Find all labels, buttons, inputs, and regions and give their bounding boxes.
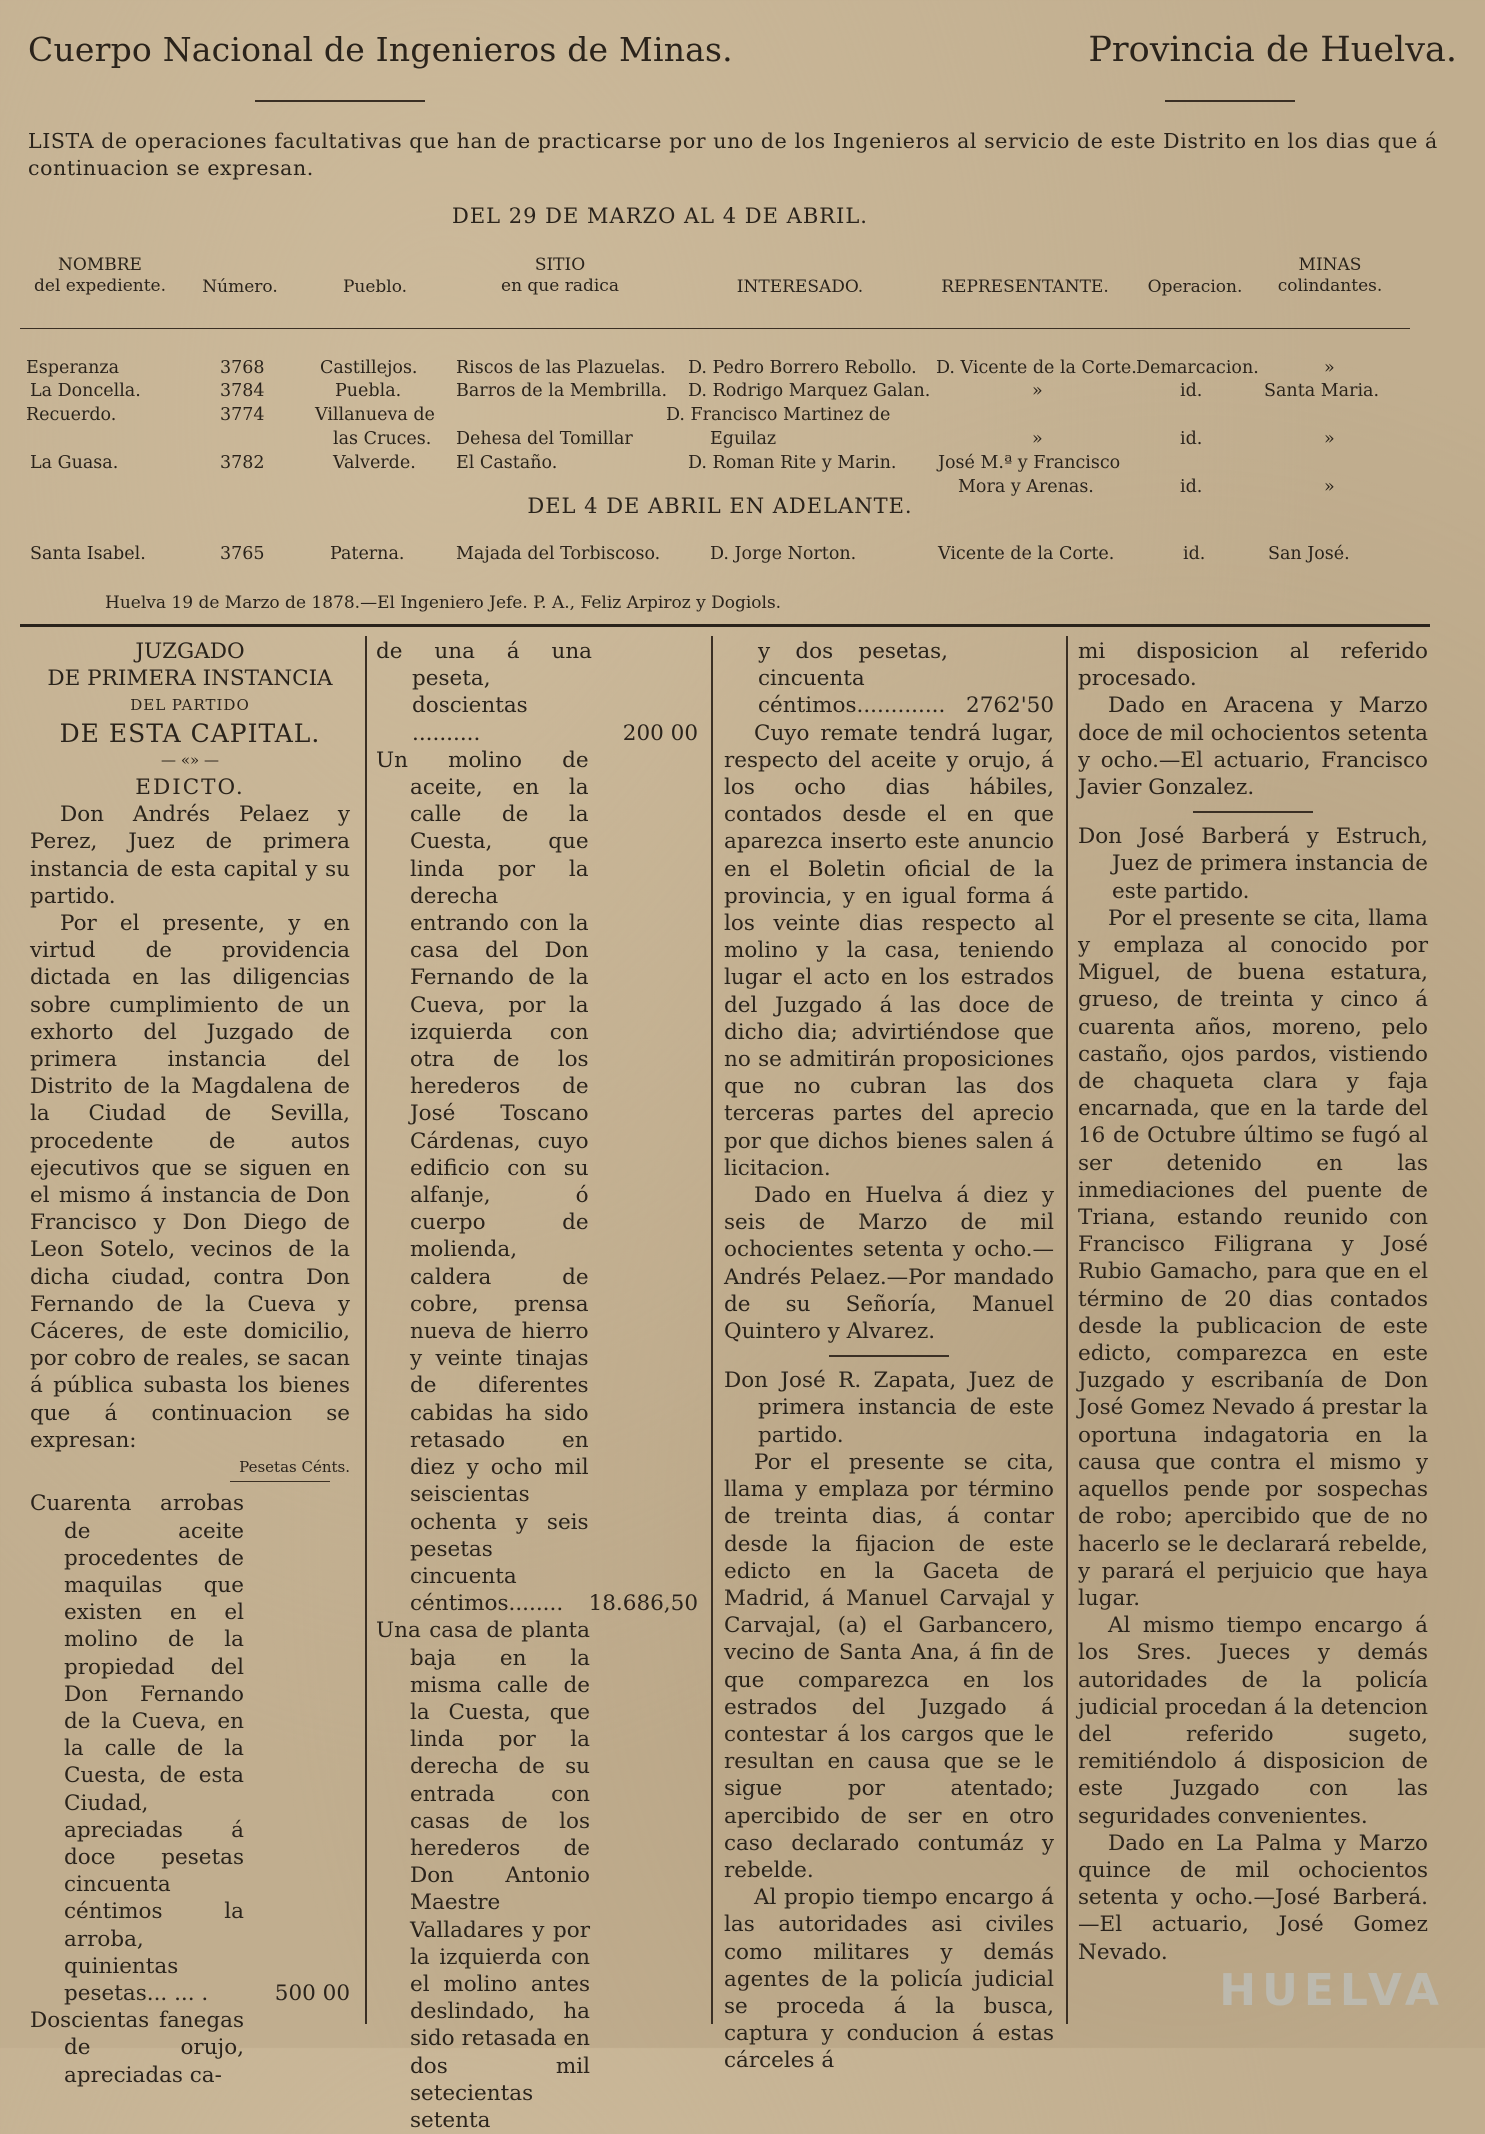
notice-judge-2: Don José Barberá y Estruch, Juez de primera instancia de este partido.: [1078, 824, 1428, 904]
footer-signature-line: Huelva 19 de Marzo de 1878.—El Ingeniero Jefe. P. A., Feliz Arpiroz y Dogiols.: [105, 593, 782, 613]
auction-item-cont: de una á una peseta, doscientas .......... 200 00: [376, 639, 698, 746]
court-heading-3: DEL PARTIDO: [130, 696, 250, 715]
auction-item-cont: y dos pesetas, cincuenta céntimos............. 2762'50: [758, 639, 1054, 719]
auction-signature: Dado en Huelva á diez y seis de Marzo de mil ochocientes setenta y ocho.—Andrés Pelaez.—Por mandado de su Señoría, Manuel Quintero y Alvarez.: [724, 1183, 1054, 1345]
watermark-logo: HUELVA: [1219, 1965, 1445, 2016]
notice-continuation: mi disposicion al referido procesado.: [1078, 639, 1428, 692]
column-divider-3: [1066, 636, 1068, 2024]
auction-item: Cuarenta arrobas de aceite procedentes de maquilas que existen en el molino de la propiedad del Don Fernando de la Cueva, en la calle de la Cuesta, de esta Ciudad, apreciadas á doce pesetas cincuenta céntimos la arroba, quinientas pesetas... ... . 500 00: [30, 1491, 350, 2006]
column-4: [1078, 638, 1428, 1966]
edict-title: EDICTO.: [135, 775, 245, 801]
notice-body-2: Al propio tiempo encargo á las autoridades asi civiles como militares y demás agentes de la policía judicial se proceda á la busca, captura y conducion á estas cárceles á: [724, 1885, 1054, 2074]
notice-separator: [1193, 811, 1313, 813]
notice-signature: Dado en Aracena y Marzo doce de mil ochocientos setenta y ocho.—El actuario, Francisco Javier Gonzalez.: [1078, 693, 1428, 801]
th-nombre: NOMBRE del expediente.: [34, 255, 166, 296]
auction-item: Una casa de planta baja en la misma calle de la Cuesta, que linda por la derecha de su entrada con casas de los herederos de Don Antonio Maestre Valladares y por la izquierda con el molino antes deslindado, ha sido retasada en dos mil setecientas setenta: [376, 1618, 590, 2133]
court-heading-2: DE PRIMERA INSTANCIA: [47, 666, 333, 692]
th-minas: MINAS colindantes.: [1277, 255, 1383, 296]
edict-judge: Don Andrés Pelaez y Perez, Juez de primera instancia de esta capital y su partido.: [30, 802, 350, 909]
ornament-right: [1165, 100, 1295, 102]
intro-paragraph: LISTA de operaciones facultativas que han de practicarse por uno de los Ingenieros al servicio de este Distrito en los dias que á continuacion se expresan.: [28, 129, 1438, 180]
auction-item: Doscientas fanegas de orujo, apreciadas ca-: [30, 2008, 244, 2088]
section-rule: [20, 624, 1430, 627]
notice-body-3: Por el presente se cita, llama y emplaza al conocido por Miguel, de buena estatura, grueso, de treinta y cinco á cuarenta años, moreno, pelo castaño, ojos pardos, vistiendo de chaqueta clara y faja encarnada, que en la tarde del 16 de Octubre último se fugó al ser detenido en las inmediaciones del puente de Triana, estando reunido con Francisco Filigrana y José Rubio Gamacho, para que en el término de 20 dias contados desde la publicacion de este edicto, comparezca en este Juzgado y escribanía de Don José Gomez Nevado á prestar la oportuna indagatoria en la causa que contra el mismo y aquellos pende por sospechas de robo; apercibido que de no hacerlo se le declarará rebelde, y parará el perjuicio que haya lugar.: [1078, 905, 1428, 1611]
court-heading-4: DE ESTA CAPITAL.: [59, 718, 321, 748]
court-ornament: — «» —: [161, 750, 219, 769]
th-pueblo: Pueblo.: [342, 277, 408, 297]
auction-item: Un molino de aceite, en la calle de la Cuesta, que linda por la derecha entrando con la casa del Don Fernando de la Cueva, por la izquierda con otra de los herederos de José Toscano Cárdenas, cuyo edificio con su alfanje, ó cuerpo de molienda, caldera de cobre, prensa nueva de hierro y veinte tinajas de diferentes cabidas ha sido retasado en diez y ocho mil seiscientas ochenta y seis pesetas cincuenta céntimos........ 18.686,50: [376, 747, 698, 1617]
edict-body: Por el presente, y en virtud de providencia dictada en las diligencias sobre cumplimiento de un exhorto del Juzgado de primera instancia del Distrito de la Magdalena de la Ciudad de Sevilla, procedente de autos ejecutivos que se siguen en el mismo á instancia de Don Francisco y Don Diego de Leon Sotelo, vecinos de la dicha ciudad, contra Don Fernando de la Cueva y Cáceres, de este domicilio, por cobro de reales, se sacan á pública subasta los bienes que á continuacion se expresan:: [30, 911, 350, 1453]
notice-separator: [829, 1355, 949, 1357]
column-2: [376, 638, 698, 2134]
table-header-rule: [20, 328, 1410, 329]
court-heading-1: JUZGADO: [135, 639, 245, 664]
notice-body: Por el presente se cita, llama y emplaza por término de treinta dias, á contar desde la fijacion de este edicto en la Gaceta de Madrid, á Manuel Carvajal y Carvajal, (a) el Garbancero, vecino de Santa Ana, á fin de que comparezca en los estrados del Juzgado á contestar á los cargos que le resultan en causa que se le sigue por atentado; apercibido de ser en otro caso declarado contumáz y rebelde.: [724, 1449, 1054, 1883]
ornament-left: [255, 100, 425, 102]
notice-judge: Don José R. Zapata, Juez de primera instancia de este partido.: [724, 1368, 1054, 1448]
column-divider-2: [711, 636, 713, 2024]
notice-signature-2: Dado en La Palma y Marzo quince de mil ochocientos setenta y ocho.—José Barberá.—El actuario, José Gomez Nevado.: [1078, 1830, 1428, 1965]
period-heading-2: DEL 4 DE ABRIL EN ADELANTE.: [527, 494, 913, 518]
column-1: [30, 638, 350, 2089]
th-representante: REPRESENTANTE.: [941, 277, 1109, 297]
notice-body-4: Al mismo tiempo encargo á los Sres. Jueces y demás autoridades de la policía judicial procedan á la detencion del referido sugeto, remitiéndolo á disposicion de este Juzgado con las seguridades convenientes.: [1078, 1613, 1428, 1829]
th-numero: Número.: [202, 277, 278, 297]
column-divider-1: [365, 636, 367, 2024]
pesetas-rule: [230, 1481, 330, 1482]
pesetas-label: Pesetas Cénts.: [239, 1458, 350, 1477]
th-interesado: INTERESADO.: [736, 277, 864, 297]
th-operacion: Operacion.: [1147, 277, 1243, 297]
auction-terms: Cuyo remate tendrá lugar, respecto del aceite y orujo, á los ocho dias hábiles, contados desde el en que aparezca inserto este anuncio en el Boletin oficial de la provincia, y en igual forma á los veinte dias respecto al molino y la casa, teniendo lugar el acto en los estrados del Juzgado á las doce de dicho dia; advirtiéndose que no se admitirán proposiciones que no cubran las dos terceras partes del aprecio por que dichos bienes salen á licitacion.: [724, 720, 1054, 1181]
header-left-title: Cuerpo Nacional de Ingenieros de Minas.: [28, 30, 733, 69]
period-heading-1: DEL 29 DE MARZO AL 4 DE ABRIL.: [452, 204, 868, 228]
header-right-title: Provincia de Huelva.: [1088, 30, 1457, 70]
th-sitio: SITIO en que radica: [501, 255, 619, 296]
column-3: [724, 638, 1054, 2075]
